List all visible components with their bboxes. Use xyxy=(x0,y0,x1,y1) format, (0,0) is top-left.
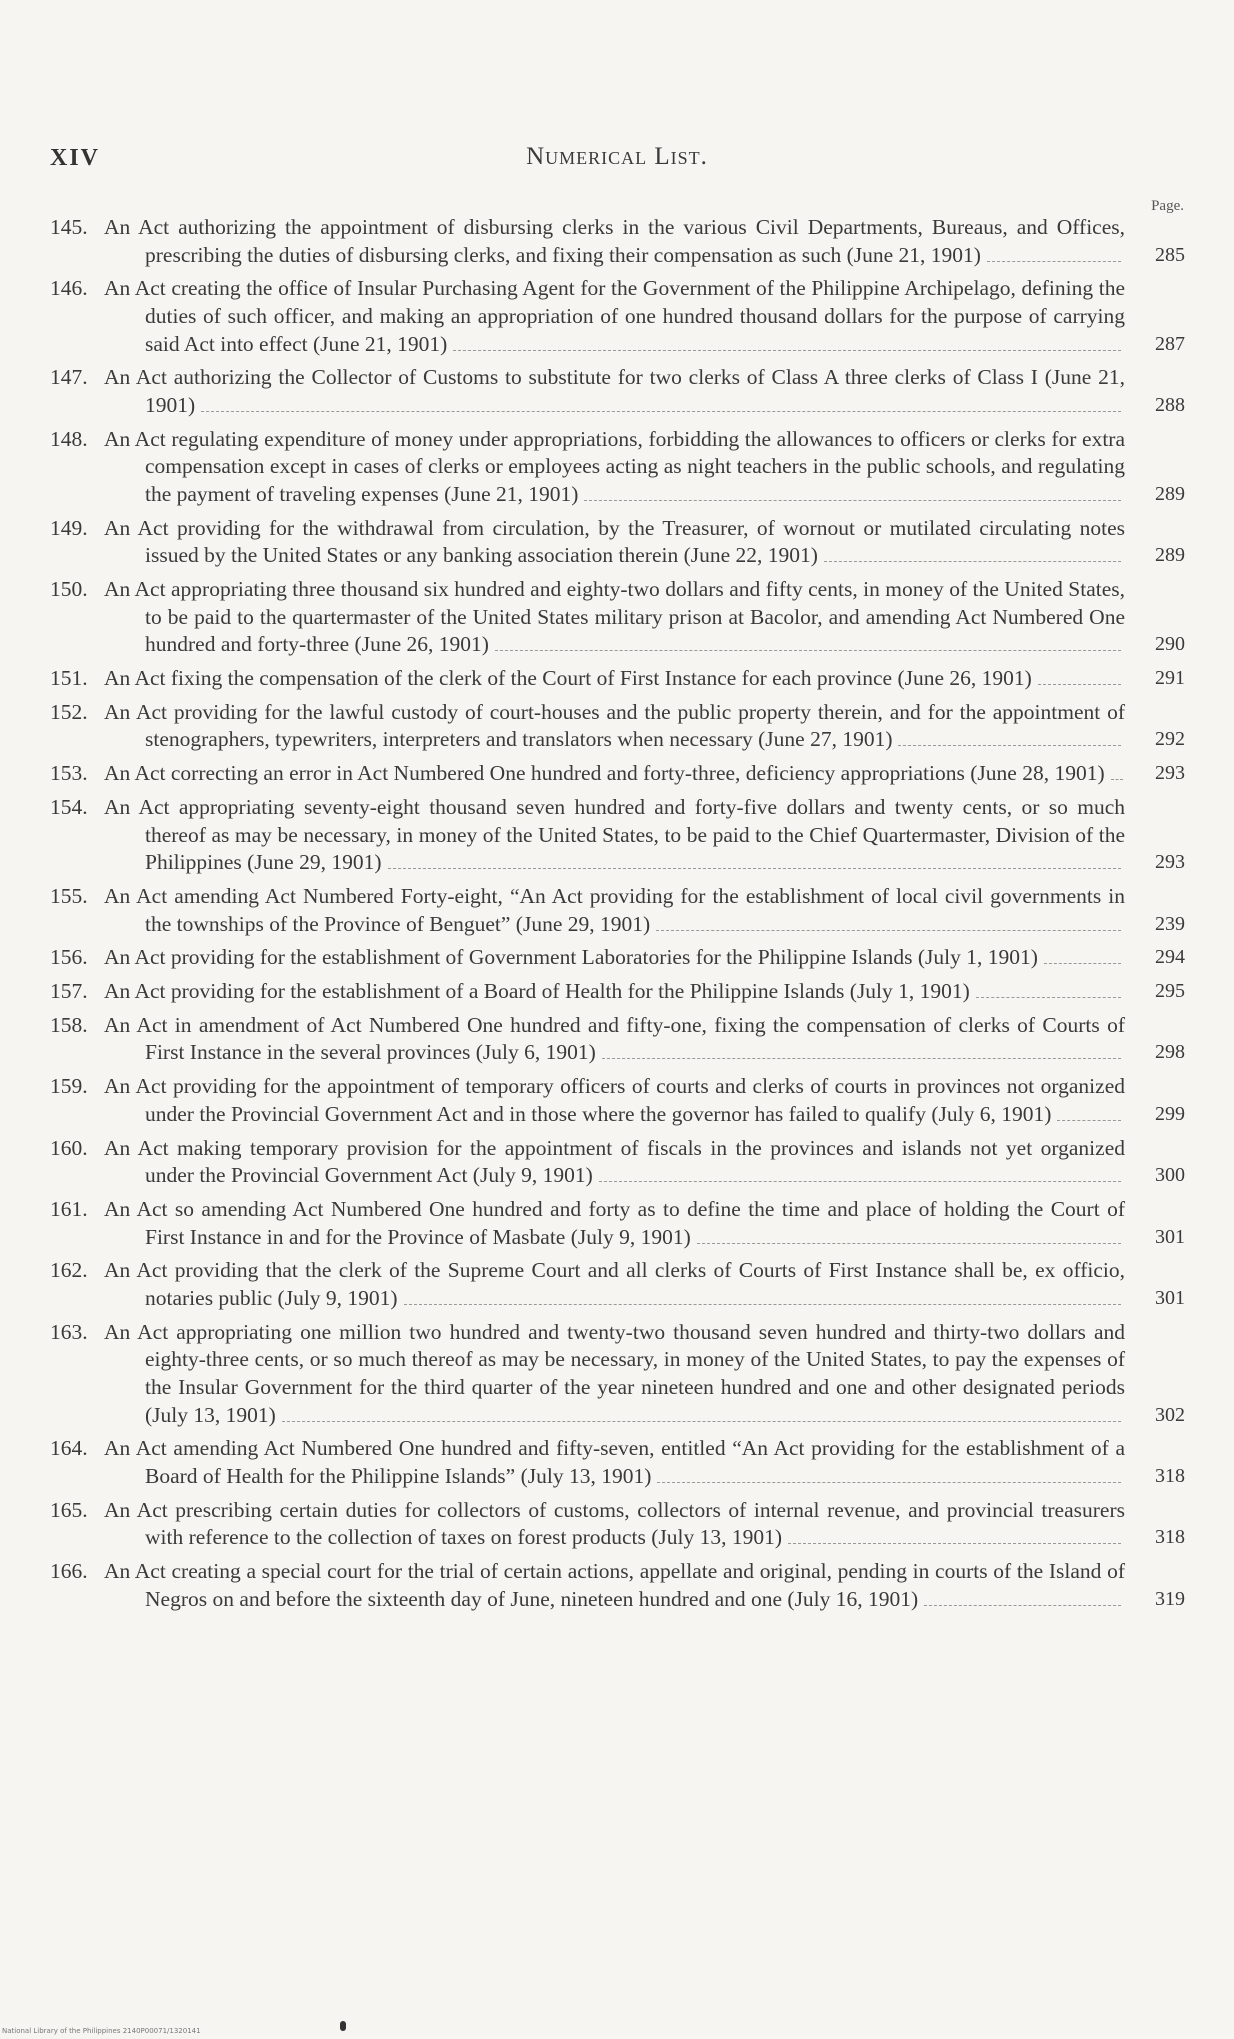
act-number: 162. xyxy=(50,1258,88,1283)
dot-leader xyxy=(924,1593,1121,1606)
entry-body xyxy=(50,665,1125,693)
dot-leader xyxy=(599,1169,1121,1182)
entry-body xyxy=(50,1558,1125,1613)
page-reference: 239 xyxy=(1155,912,1185,935)
act-title: An Act creating a special court for the trial of certain actions, appellate and original, pending in courts of the Island of Negros on and before the sixteenth day of June, nineteen hundred and one (July 16, 1901) xyxy=(104,1559,1125,1611)
page-column-label: Page. xyxy=(1151,198,1184,214)
act-number: 147. xyxy=(50,365,88,390)
page-reference: 301 xyxy=(1155,1286,1185,1309)
act-title: An Act providing for the establishment of a Board of Health for the Philippine Islands (July 1, 1901) xyxy=(104,979,970,1004)
act-title: An Act appropriating one million two hundred and twenty-two thousand seven hundred and thirty-two dollars and eighty-three cents, or so much thereof as may be necessary, in money of the United States, to pay the expenses of the Insular Government for the third quarter of the year nineteen hundred and one and other designated periods (July 13, 1901) xyxy=(104,1319,1125,1427)
entry-body xyxy=(50,275,1125,358)
act-title: An Act amending Act Numbered One hundred and fifty-seven, entitled “An Act providing for the establishment of a Board of Health for the Philippine Islands” (July 13, 1901) xyxy=(104,1436,1125,1488)
act-number: 151. xyxy=(50,666,88,691)
list-item xyxy=(50,275,1185,358)
entry-body xyxy=(50,1073,1125,1128)
dot-leader xyxy=(987,249,1121,262)
page-reference: 292 xyxy=(1155,728,1185,751)
list-item xyxy=(50,515,1185,570)
list-item xyxy=(50,944,1185,972)
list-item xyxy=(50,1435,1185,1490)
page-reference: 299 xyxy=(1155,1102,1185,1125)
list-item xyxy=(50,1319,1185,1429)
entry-body xyxy=(50,364,1125,419)
act-title: An Act making temporary provision for the appointment of fiscals in the provinces and islands not yet organized under the Provincial Government Act (July 9, 1901) xyxy=(104,1135,1125,1188)
act-number: 156. xyxy=(50,945,88,970)
entry-body xyxy=(50,760,1125,788)
act-title: An Act amending Act Numbered Forty-eight, “An Act providing for the establishment of local civil governments in the townships of the Province of Benguet” (June 29, 1901) xyxy=(104,883,1125,936)
act-title: An Act providing for the withdrawal from circulation, by the Treasurer, of wornout or mutilated circulating notes issued by the United States or any banking association therein (June 22, 1901) xyxy=(104,515,1125,568)
act-number: 166. xyxy=(50,1559,88,1584)
list-item xyxy=(50,665,1185,693)
entry-body xyxy=(50,1012,1125,1067)
page-reference: 318 xyxy=(1155,1526,1185,1549)
act-list xyxy=(50,214,1185,1619)
ink-mark xyxy=(340,2021,346,2031)
act-title: An Act correcting an error in Act Numbered One hundred and forty-three, deficiency appropriations (June 28, 1901) xyxy=(104,761,1105,786)
running-title: Numerical List. xyxy=(526,143,708,170)
page-reference: 288 xyxy=(1155,393,1185,416)
dot-leader xyxy=(1038,672,1121,685)
act-title: An Act regulating expenditure of money under appropriations, forbidding the allowances to officers or clerks for extra compensation except in cases of clerks or employees acting as night teachers in the public schools, and regulating the payment of traveling expenses (June 21, 1901) xyxy=(104,426,1125,506)
list-item xyxy=(50,1012,1185,1067)
page-reference: 291 xyxy=(1155,667,1185,690)
act-title: An Act providing that the clerk of the Supreme Court and all clerks of Courts of First Instance shall be, ex officio, notaries public (July 9, 1901) xyxy=(104,1258,1125,1310)
entry-body xyxy=(50,1319,1125,1429)
entry-body xyxy=(50,1257,1125,1312)
act-number: 155. xyxy=(50,883,88,908)
list-item xyxy=(50,978,1185,1006)
act-title: An Act creating the office of Insular Purchasing Agent for the Government of the Philippine Archipelago, defining the duties of such officer, and making an appropriation of one hundred thousand dollars for the purpose of carrying said Act into effect (June 21, 1901) xyxy=(104,276,1125,356)
dot-leader xyxy=(898,734,1121,747)
dot-leader xyxy=(1111,767,1123,780)
act-title: An Act appropriating three thousand six hundred and eighty-two dollars and fifty cents, in money of the United States, to be paid to the quartermaster of the United States military prison at Bacolor, and amending Act Numbered One hundred and forty-three (June 26, 1901) xyxy=(104,577,1125,657)
list-item xyxy=(50,1073,1185,1128)
act-title: An Act providing for the appointment of temporary officers of courts and clerks of courts in provinces not organized under the Provincial Government Act and in those where the governor has failed to qualify (July 6, 1901) xyxy=(104,1074,1125,1126)
act-number: 150. xyxy=(50,577,88,602)
page-reference: 302 xyxy=(1155,1403,1185,1426)
dot-leader xyxy=(495,638,1121,651)
page-reference: 293 xyxy=(1155,762,1185,785)
page-reference: 318 xyxy=(1155,1464,1185,1487)
list-item xyxy=(50,760,1185,788)
act-number: 153. xyxy=(50,761,88,786)
act-number: 146. xyxy=(50,276,88,301)
act-number: 152. xyxy=(50,699,88,724)
act-title: An Act appropriating seventy-eight thousand seven hundred and forty-five dollars and twenty cents, or so much thereof as may be necessary, in money of the United States, to be paid to the Chief Quartermaster, Division of the Philippines (June 29, 1901) xyxy=(104,794,1125,875)
page-reference: 294 xyxy=(1155,946,1185,969)
act-title: An Act authorizing the appointment of disbursing clerks in the various Civil Departments, Bureaus, and Offices, prescribing the duties of disbursing clerks, and fixing their compensation as such (June 21, 1901) xyxy=(104,215,1125,267)
page-reference: 319 xyxy=(1155,1587,1185,1610)
list-item xyxy=(50,1497,1185,1552)
dot-leader xyxy=(1057,1108,1121,1121)
dot-leader xyxy=(824,549,1121,562)
list-item xyxy=(50,1257,1185,1312)
dot-leader xyxy=(453,338,1121,351)
dot-leader xyxy=(602,1047,1121,1060)
list-item xyxy=(50,426,1185,509)
page-reference: 298 xyxy=(1155,1041,1185,1064)
dot-leader xyxy=(584,488,1121,501)
dot-leader xyxy=(1044,952,1121,965)
act-number: 145. xyxy=(50,215,88,239)
list-item xyxy=(50,883,1185,938)
act-title: An Act in amendment of Act Numbered One hundred and fifty-one, fixing the compensation of clerks of Courts of First Instance in the several provinces (July 6, 1901) xyxy=(104,1012,1125,1065)
page-reference: 295 xyxy=(1155,980,1185,1003)
entry-body xyxy=(50,1135,1125,1190)
act-title: An Act providing for the lawful custody of court-houses and the public property therein, and for the appointment of stenographers, typewriters, interpreters and translators when necessary (June 27, 1901) xyxy=(104,699,1125,752)
dot-leader xyxy=(282,1409,1121,1422)
entry-body xyxy=(50,944,1125,972)
entry-body xyxy=(50,426,1125,509)
act-number: 160. xyxy=(50,1135,88,1160)
dot-leader xyxy=(201,399,1121,412)
act-number: 161. xyxy=(50,1197,88,1221)
act-number: 163. xyxy=(50,1319,88,1344)
page-number: XIV xyxy=(50,145,101,171)
list-item xyxy=(50,576,1185,659)
list-item xyxy=(50,214,1185,269)
act-title: An Act prescribing certain duties for collectors of customs, collectors of internal revenue, and provincial treasurers with reference to the collection of taxes on forest products (July 13, 1901) xyxy=(104,1497,1125,1550)
page-reference: 290 xyxy=(1155,633,1185,656)
page-reference: 293 xyxy=(1155,851,1185,874)
dot-leader xyxy=(388,856,1122,869)
list-item xyxy=(50,699,1185,754)
dot-leader xyxy=(656,918,1121,931)
act-number: 159. xyxy=(50,1074,88,1099)
page-reference: 300 xyxy=(1155,1164,1185,1187)
act-number: 164. xyxy=(50,1436,88,1461)
entry-body xyxy=(50,883,1125,938)
footer-note: National Library of the Philippines 2140P00071/1320141 xyxy=(2,2027,201,2035)
entry-body xyxy=(50,1196,1125,1251)
entry-body xyxy=(50,1497,1125,1552)
entry-body xyxy=(50,1435,1125,1490)
list-item xyxy=(50,1196,1185,1251)
page-reference: 285 xyxy=(1155,243,1185,266)
dot-leader xyxy=(788,1531,1121,1544)
dot-leader xyxy=(697,1231,1121,1244)
page-reference: 289 xyxy=(1155,544,1185,567)
act-title: An Act fixing the compensation of the clerk of the Court of First Instance for each province (June 26, 1901) xyxy=(104,666,1032,691)
act-number: 148. xyxy=(50,426,88,451)
dot-leader xyxy=(657,1470,1121,1483)
list-item xyxy=(50,1135,1185,1190)
act-number: 158. xyxy=(50,1012,88,1037)
list-item xyxy=(50,1558,1185,1613)
entry-body xyxy=(50,978,1125,1006)
list-item xyxy=(50,794,1185,877)
page-reference: 301 xyxy=(1155,1225,1185,1248)
act-number: 157. xyxy=(50,979,88,1004)
entry-body xyxy=(50,699,1125,754)
page-reference: 289 xyxy=(1155,482,1185,505)
dot-leader xyxy=(976,985,1121,998)
act-number: 165. xyxy=(50,1497,88,1522)
dot-leader xyxy=(404,1292,1121,1305)
act-title: An Act authorizing the Collector of Customs to substitute for two clerks of Class A three clerks of Class I (June 21, 1901) xyxy=(104,365,1125,417)
act-title: An Act providing for the establishment of Government Laboratories for the Philippine Islands (July 1, 1901) xyxy=(104,945,1038,970)
page-reference: 287 xyxy=(1155,332,1185,355)
list-item xyxy=(50,364,1185,419)
act-number: 149. xyxy=(50,515,88,540)
entry-body xyxy=(50,515,1125,570)
entry-body xyxy=(50,794,1125,877)
act-title: An Act so amending Act Numbered One hundred and forty as to define the time and place of holding the Court of First Instance in and for the Province of Masbate (July 9, 1901) xyxy=(104,1197,1125,1249)
entry-body xyxy=(50,214,1125,269)
act-number: 154. xyxy=(50,794,88,819)
entry-body xyxy=(50,576,1125,659)
